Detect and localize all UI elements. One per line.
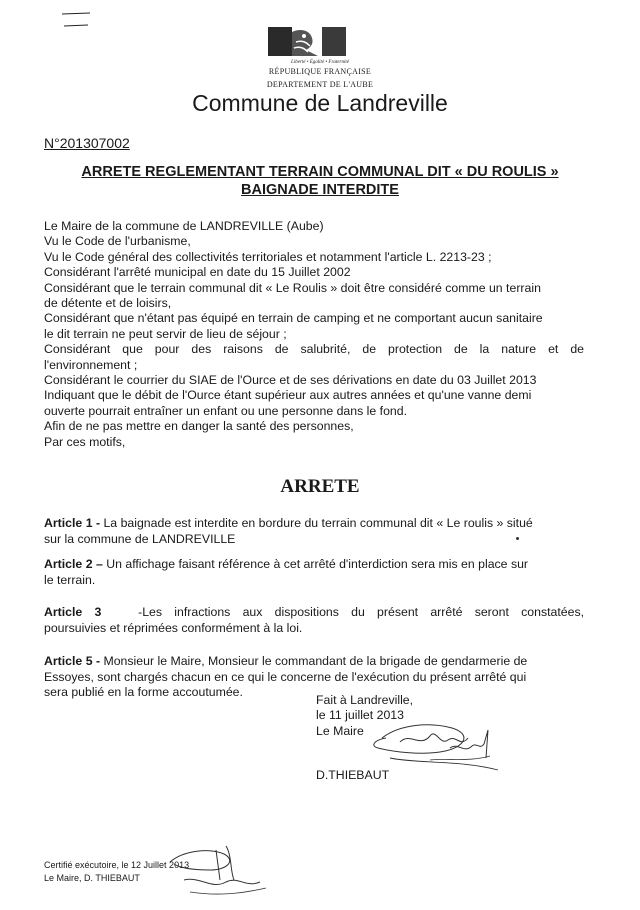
signature-place: Fait à Landreville, [316,693,414,707]
article-1 [44,516,584,547]
mayor-name: D.THIEBAUT [316,768,390,782]
preamble-line: ouverte pourrait entraîner un enfant ou une personne dans le fond. [44,403,408,418]
article-text: Monsieur le Maire, Monsieur le commandant de la brigade de gendarmerie de [103,654,528,668]
article-text: sera publié en la forme accoutumée. [44,685,243,700]
marianne-logo [266,24,348,58]
preamble-line: Vu le Code de l'urbanisme, [44,234,191,249]
signature-role: Le Maire [316,723,364,738]
corner-marks [62,8,92,38]
article-label: Article 1 - [44,516,101,530]
republic-name: RÉPUBLIQUE FRANÇAISE [268,67,372,76]
department-name: DEPARTEMENT DE L'AUBE [266,80,374,89]
preamble-line: Considérant l'arrêté municipal en date du 15 Juillet 2002 [44,265,351,280]
certification-line: Le Maire, D. THIEBAUT [44,873,140,883]
article-text: sur la commune de LANDREVILLE [44,531,236,546]
stray-mark [516,537,519,540]
preamble-line: Considérant le courrier du SIAE de l'Ource et de ses dérivations en date du 03 Juillet 2013 [44,373,537,388]
article-text: Un affichage faisant référence à cet arrêté d'interdiction sera mis en place sur [106,557,529,571]
decree-title-line-2: BAIGNADE INTERDITE [241,182,399,198]
preamble-line: Par ces motifs, [44,434,126,449]
article-text: -Les infractions aux dispositions du présent arrêté seront constatées, [138,605,585,619]
commune-name: Commune de Landreville [192,90,448,116]
certification-signature [160,840,270,900]
preamble-line: l'environnement ; [44,357,138,372]
article-text: poursuivies et réprimées conformément à la loi. [44,620,303,635]
decree-reference-number: N°201307002 [44,135,130,151]
preamble-line: Considérant que pour des raisons de salubrité, de protection de la nature et de [44,342,584,357]
article-5 [44,654,584,701]
preamble-line: Afin de ne pas mettre en danger la santé des personnes, [44,419,354,434]
preamble-line: le dit terrain ne peut servir de lieu de séjour ; [44,326,287,341]
article-label: Article 2 – [44,557,103,571]
preamble [44,219,584,450]
article-3 [44,605,584,636]
preamble-line: Vu le Code général des collectivités territoriales et notamment l'article L. 2213-23 ; [44,249,492,264]
preamble-line: de détente et de loisirs, [44,296,172,311]
article-text: La baignade est interdite en bordure du terrain communal dit « Le roulis » situé [103,516,533,530]
preamble-line: Considérant que le terrain communal dit « Le Roulis » doit être considéré comme un terrain [44,280,541,295]
decree-heading: ARRETE [280,476,360,497]
signature-date: le 11 juillet 2013 [316,708,404,723]
certification-line: Certifié exécutoire, le 12 Juillet 2013 [44,860,190,870]
preamble-line: Le Maire de la commune de LANDREVILLE (Aube) [44,219,324,233]
article-2 [44,557,584,588]
preamble-line: Considérant que n'étant pas équipé en terrain de camping et ne comportant aucun sanitaire [44,311,543,326]
decree-title-line-1: ARRETE REGLEMENTANT TERRAIN COMMUNAL DIT « DU ROULIS » [81,164,559,180]
republic-motto: Liberté • Égalité • Fraternité [291,60,349,65]
preamble-line: Indiquant que le débit de l'Ource étant supérieur aux autres années et qu'une vanne demi [44,388,532,403]
article-text: le terrain. [44,572,96,587]
article-label: Article 3 [44,605,102,619]
article-label: Article 5 - [44,654,101,668]
article-text: Essoyes, sont chargés chacun en ce qui le concerne de l'exécution du présent arrêté qui [44,669,527,684]
